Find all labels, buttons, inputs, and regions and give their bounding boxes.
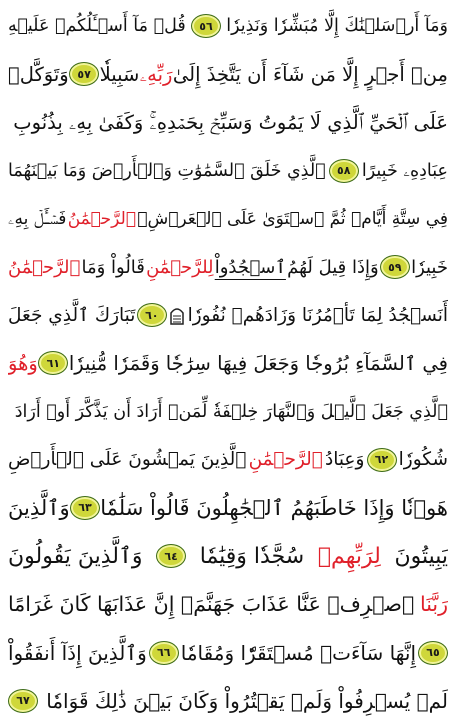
verse-text: عِبَادِهِۦ خَبِيرًا bbox=[361, 160, 448, 181]
verse-text: وَٱلَّذِينَ bbox=[8, 495, 70, 520]
verse-text: إِنَّهَا سَآءَتۡ مُسۡتَقَرّٗا وَمُقَامٗا bbox=[180, 640, 417, 665]
verse-text: قُلۡ مَآ أَسۡـَٔلُكُمۡ عَلَيۡهِ bbox=[8, 16, 186, 37]
text-line bbox=[8, 2, 448, 50]
verse-text: وَعِبَادُ bbox=[324, 449, 365, 471]
verse-text: تَبَارَكَ ٱلَّذِي جَعَلَ bbox=[8, 304, 136, 326]
verse-text: ٱسۡجُدُواْ bbox=[214, 256, 286, 278]
text-line bbox=[8, 484, 448, 532]
verse-text: سُجَّدٗا وَقِيَٰمٗا bbox=[199, 543, 305, 569]
divine-name-text: رَبَّنَا bbox=[419, 592, 448, 617]
text-line bbox=[8, 436, 448, 484]
verse-text: قَالُواْ وَمَا bbox=[81, 256, 145, 278]
text-line bbox=[8, 243, 448, 291]
verse-text: شُكُورٗا bbox=[398, 449, 448, 471]
ayah-end-medallion-icon: ٦٢ bbox=[367, 448, 397, 472]
text-line bbox=[8, 147, 448, 195]
verse-text: أَنَسۡجُدُ لِمَا تَأۡمُرُنَا وَزَادَهُمۡ نُفُورٗا bbox=[187, 304, 448, 326]
verse-text: خَبِيرٗا bbox=[411, 256, 448, 278]
text-line bbox=[8, 628, 448, 676]
verse-lines bbox=[8, 2, 448, 725]
verse-text: فِي ٱلسَّمَآءِ بُرُوجٗا وَجَعَلَ فِيهَا سِرَٰجٗا وَقَمَرٗا مُّنِيرٗا bbox=[68, 351, 448, 375]
sajdah-mihrab-icon bbox=[168, 304, 186, 326]
verse-text: عَلَى ٱلۡحَيِّ ٱلَّذِي لَا يَمُوتُ وَسَبِّحۡ بِحَمۡدِهِۦۚ وَكَفَىٰ بِهِۦ بِذُنُوبِ bbox=[13, 110, 448, 134]
ayah-end-medallion-icon: ٦٦ bbox=[149, 641, 179, 665]
verse-text: فِي سِتَّةِ أَيَّامٖ ثُمَّ ٱسۡتَوَىٰ عَلَى ٱلۡعَرۡشِۚ bbox=[137, 208, 448, 229]
text-line bbox=[8, 50, 448, 98]
verse-text: وَإِذَا قِيلَ لَهُمُ bbox=[287, 256, 379, 278]
verse-text: لَمۡ يُسۡرِفُواْ وَلَمۡ يَقۡتُرُواْ وَكَانَ بَيۡنَ ذَٰلِكَ قَوَامٗا bbox=[46, 688, 448, 713]
ayah-end-medallion-icon: ٥٩ bbox=[380, 255, 410, 279]
verse-text: ٱلَّذِي خَلَقَ ٱلسَّمَٰوَٰتِ وَٱلۡأَرۡضَ وَمَا بَيۡنَهُمَا bbox=[8, 160, 326, 181]
text-line bbox=[8, 388, 448, 436]
text-line bbox=[8, 98, 448, 146]
ayah-end-medallion-icon: ٦٧ bbox=[8, 689, 38, 713]
verse-text: يَبِيتُونَ bbox=[394, 543, 448, 569]
divine-name-text: وَهُوَ bbox=[8, 351, 38, 375]
verse-text: مِنۡ أَجۡرٍ إِلَّا مَن شَآءَ أَن يَتَّخِذَ إِلَىٰ bbox=[172, 62, 448, 86]
text-line bbox=[8, 532, 448, 580]
verse-text: فَسۡـَٔلۡ بِهِۦ bbox=[8, 208, 67, 229]
text-line bbox=[8, 677, 448, 725]
ayah-end-medallion-icon: ٦٣ bbox=[70, 496, 100, 520]
ayah-end-medallion-icon: ٦١ bbox=[38, 351, 68, 375]
ayah-end-medallion-icon: ٥٦ bbox=[191, 14, 221, 38]
text-line bbox=[8, 195, 448, 243]
verse-text: وَٱلَّذِينَ يَقُولُونَ bbox=[8, 543, 143, 569]
verse-text: سَبِيلٗا bbox=[99, 62, 140, 86]
verse-text: ٱصۡرِفۡ عَنَّا عَذَابَ جَهَنَّمَۖ إِنَّ عَذَابَهَا كَانَ غَرَامًا bbox=[8, 592, 415, 617]
verse-text: ٱلَّذِينَ يَمۡشُونَ عَلَى ٱلۡأَرۡضِ bbox=[8, 449, 247, 471]
text-line bbox=[8, 580, 448, 628]
divine-name-text: رَبِّهِۦ bbox=[139, 62, 173, 86]
verse-text: ٱلَّذِي جَعَلَ ٱلَّيۡلَ وَٱلنَّهَارَ خِلۡفَةٗ لِّمَنۡ أَرَادَ أَن يَذَّكَّرَ أَوۡ أَرَادَ bbox=[14, 401, 448, 422]
verse-text: وَتَوَكَّلۡ bbox=[8, 62, 69, 86]
text-line bbox=[8, 339, 448, 387]
ayah-end-medallion-icon: ٦٥ bbox=[418, 641, 448, 665]
ayah-end-medallion-icon: ٦٤ bbox=[156, 544, 186, 568]
divine-name-text: ٱلرَّحۡمَٰنُ bbox=[67, 208, 136, 229]
divine-name-text: ٱلرَّحۡمَٰنُ bbox=[8, 256, 81, 278]
verse-text: وَٱلَّذِينَ إِذَآ أَنفَقُواْ bbox=[8, 640, 147, 665]
ayah-end-medallion-icon: ٥٨ bbox=[329, 159, 359, 183]
divine-name-text: لِلرَّحۡمَٰنِ bbox=[146, 256, 214, 278]
verse-text: وَمَآ أَرۡسَلۡنَٰكَ إِلَّا مُبَشِّرٗا وَنَذِيرٗا bbox=[226, 16, 448, 37]
divine-name-text: لِرَبِّهِمۡ bbox=[317, 543, 381, 569]
ayah-end-medallion-icon: ٦٠ bbox=[137, 303, 167, 327]
divine-name-text: ٱلرَّحۡمَٰنِ bbox=[248, 449, 323, 471]
verse-text: هَوۡنٗا وَإِذَا خَاطَبَهُمُ ٱلۡجَٰهِلُونَ قَالُواْ سَلَٰمٗا bbox=[100, 495, 448, 520]
text-line bbox=[8, 291, 448, 339]
ayah-end-medallion-icon: ٥٧ bbox=[69, 62, 99, 86]
